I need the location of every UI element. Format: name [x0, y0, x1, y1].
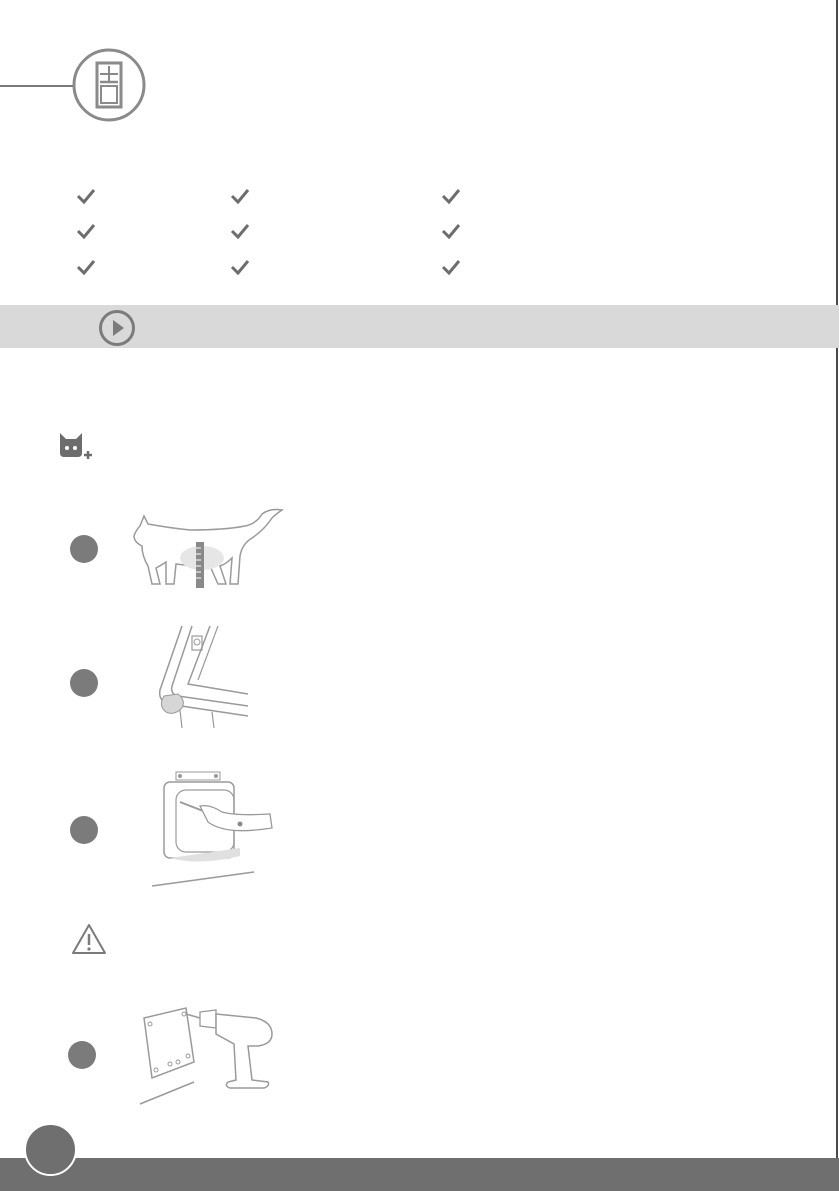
- checkmark-icon: [441, 258, 461, 276]
- step-marker: [68, 1041, 96, 1069]
- play-icon[interactable]: [98, 309, 136, 347]
- page-number-badge: [24, 1123, 77, 1176]
- checkmark-icon: [441, 222, 461, 240]
- header-rule: [0, 85, 73, 87]
- drilling-illustration: [138, 1004, 278, 1108]
- step-marker: [70, 816, 98, 844]
- checkmark-icon: [76, 187, 96, 205]
- checkmark-icon: [76, 258, 96, 276]
- page-number: [26, 1125, 75, 1174]
- page-edge-rule: [836, 0, 838, 1160]
- door-icon: [70, 46, 148, 124]
- checkmark-icon: [76, 222, 96, 240]
- warning-icon: [70, 922, 108, 956]
- checkmark-icon: [230, 258, 250, 276]
- frame-corner-illustration: [152, 624, 252, 730]
- cat-measure-illustration: [130, 506, 288, 592]
- template-marking-illustration: [150, 768, 275, 894]
- checkmark-icon: [230, 222, 250, 240]
- checkmark-icon: [441, 187, 461, 205]
- cat-add-icon: [58, 431, 92, 461]
- step-marker: [70, 535, 98, 563]
- footer-bar: [0, 1158, 839, 1191]
- checkmark-icon: [230, 187, 250, 205]
- step-marker: [70, 669, 98, 697]
